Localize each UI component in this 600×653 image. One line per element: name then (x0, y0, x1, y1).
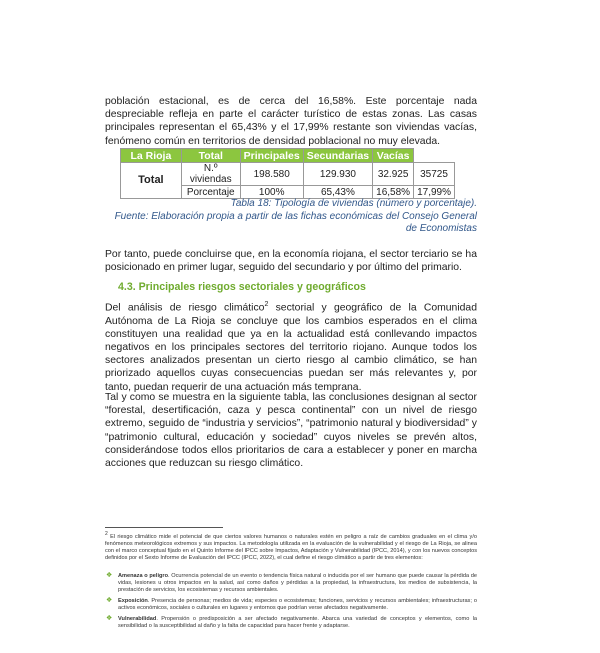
group-label: Total (121, 163, 182, 199)
header-cell: Vacías (373, 149, 414, 163)
table-cell: 100% (240, 186, 303, 199)
risk-text-rest: sectorial y geográfico de la Comunidad Autónoma de La Rioja se concluye que los cambios esperados en el clima constituyen una realidad que ya en la actualidad está conllevando impactos negativos en los principales sectores del territorio riojano. Aunque todos los sectores analizados presentan un cierto riesgo al cambio climático, se han priorizado aquellos cuyas consecuencias puedan ser más relevantes y, por tanto, puedan requerir de una actuación más temprana. (105, 302, 477, 393)
bullet-term: Vulnerabilidad (118, 616, 157, 622)
table-cell: 17,99% (414, 186, 455, 199)
header-cell: Total (181, 149, 240, 163)
diamond-bullet-icon: ❖ (106, 615, 113, 622)
table-cell: 129.930 (303, 163, 372, 186)
footnote-body: El riesgo climático mide el potencial de que ciertos valores humanos o naturales estén en peligro a raíz de cambios graduales en el clima y/o fenómenos meteorológicos extremos y sus impactos. La metodología utilizada en la evaluación de la vulnerabilidad y el riesgo de La Rioja, se alinea con el marco conceptual fijado en el Quinto Informe del IPCC sobre Impactos, Adaptación y Vulnerabilidad (IPCC, 2014), y con los nuevos conceptos definidos por el Sexto Informe de Evaluación del IPCC (IPCC, 2022), el cual define el riesgo climático a partir de tres elementos: (105, 533, 477, 562)
caption-title: Tabla 18: Tipología de viviendas (número y porcentaje). (230, 198, 477, 209)
table-header-row (121, 149, 455, 163)
table-cell: 198.580 (240, 163, 303, 186)
footnote-bullet-item (106, 597, 477, 612)
footnote-divider (105, 527, 223, 528)
caption-source: Fuente: Elaboración propia a partir de las fichas económicas del Consejo General de Economistas (114, 210, 477, 234)
housing-table (120, 148, 455, 199)
table-cell: 65,43% (303, 186, 372, 199)
bullet-term: Amenaza o peligro (118, 573, 169, 579)
table-cell: 35725 (414, 163, 455, 186)
conclusion-paragraph: Por tanto, puede concluirse que, en la economía riojana, el sector terciario se ha posicionado en primer lugar, seguido del secundario y por último del primario. (105, 249, 477, 274)
footnote-mark: 2 (105, 531, 108, 537)
section-heading: 4.3. Principales riesgos sectoriales y geográficos (118, 281, 366, 293)
table-cell: 32.925 (373, 163, 414, 186)
intro-paragraph: población estacional, es de cerca del 16,58%. Este porcentaje nada despreciable refleja en parte el carácter turístico de estas zonas. Las casas principales representan el 65,43% y el 17,99% restante son viviendas vacías, fenómeno común en territorios de densidad poblacional no muy elevada. (105, 96, 477, 147)
risk-text-start: Del análisis de riesgo climático (105, 302, 265, 314)
sectors-paragraph: Tal y como se muestra en la siguiente tabla, las conclusiones designan al sector “forestal, desertificación, caza y pesca continental” con un nivel de riesgo extremo, seguido de “industria y servicios”, “patrimonio natural y biodiversidad” y “patrimonio cultural, educación y sociedad” cuyos niveles se prevén altos, considerándose todos ellos prioritarios de cara a establecer y poner en marcha acciones que reduzcan su riesgo climático. (105, 392, 477, 470)
header-cell: Principales (240, 149, 303, 163)
row-label: Porcentaje (181, 186, 240, 199)
risk-paragraph (105, 298, 477, 394)
table-cell: 16,58% (373, 186, 414, 199)
table-caption (105, 198, 477, 236)
footnote-bullet-item (106, 615, 477, 630)
header-cell: La Rioja (121, 149, 182, 163)
footnote-bullet-item (106, 572, 478, 595)
row-label: N.º viviendas (181, 163, 240, 186)
header-cell: Secundarias (303, 149, 372, 163)
table-row (121, 163, 455, 186)
diamond-bullet-icon: ❖ (106, 597, 113, 604)
diamond-bullet-icon: ❖ (106, 572, 113, 579)
bullet-text: . Ocurrencia potencial de un evento o tendencia física natural o inducida por el ser humano que puede causar la pérdida de vidas, lesiones u otros impactos en la salud, así como daños y pérdidas a la propiedad, la infraestructura, los medios de subsistencia, la prestación de servicios, los ecosistemas y recursos ambientales. (118, 573, 478, 594)
bullet-text: . Presencia de personas; medios de vida; especies o ecosistemas; funciones, servicios y recursos ambientales; infraestructuras; o activos económicos, sociales o culturales en lugares y entornos que podrían verse afectados negativamente. (118, 598, 477, 612)
bullet-term: Exposición (118, 598, 148, 604)
footnote-text (105, 531, 477, 563)
footnote-ref[interactable]: 2 (264, 301, 269, 308)
bullet-text: . Propensión o predisposición a ser afectado negativamente. Abarca una variedad de conceptos y elementos, como la sensibilidad o la susceptibilidad al daño y la falta de capacidad para hacer frente y adaptarse. (118, 616, 477, 630)
